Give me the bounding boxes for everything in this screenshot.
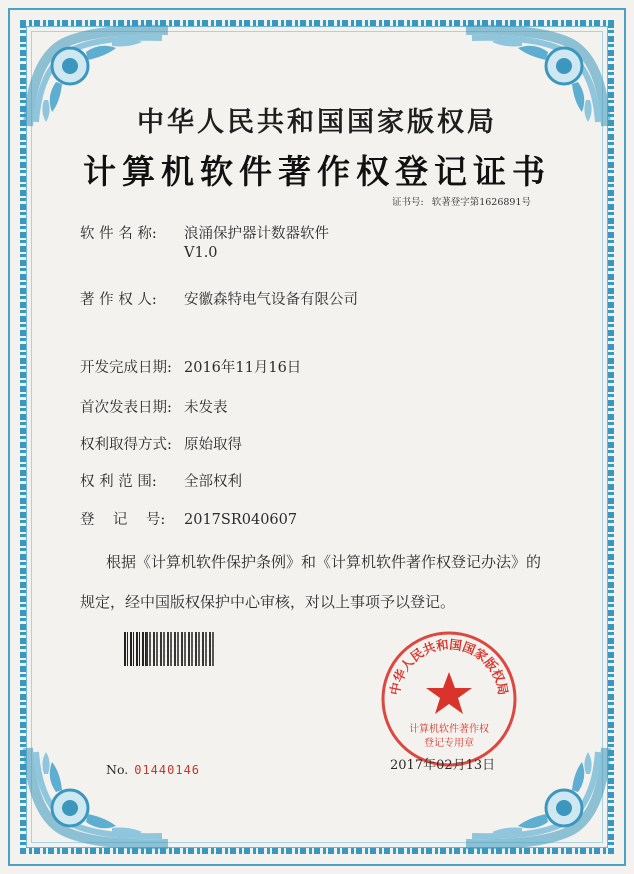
serial-label: No. xyxy=(106,762,129,777)
seal-ring-text: 中华人民共和国国家版权局 xyxy=(386,636,512,697)
certificate-number-value: 软著登字第1626891号 xyxy=(431,197,532,208)
statement xyxy=(80,542,570,622)
statement-line-2: 规定，经中国版权保护中心审核，对以上事项予以登记。 xyxy=(80,593,456,611)
scope-label: 权 利 范 围: xyxy=(80,474,157,490)
software-name-value: 浪涌保护器计数器软件 xyxy=(184,226,329,242)
registration-number-label: 登 记 号: xyxy=(80,512,166,528)
issuing-authority: 中华人民共和国国家版权局 xyxy=(137,107,497,138)
corner-ornament-icon xyxy=(22,742,172,852)
barcode-matrix xyxy=(146,632,214,666)
serial-value: 01440146 xyxy=(134,763,201,777)
seal-inner-line-1: 计算机软件著作权 xyxy=(409,724,489,735)
certificate-number xyxy=(392,194,531,208)
acquire-method-value: 原始取得 xyxy=(184,437,242,453)
seal-inner-line-2: 登记专用章 xyxy=(424,738,474,749)
field-scope xyxy=(80,470,242,491)
field-owner xyxy=(80,288,358,309)
statement-line-1: 根据《计算机软件保护条例》和《计算机软件著作权登记办法》的 xyxy=(106,553,542,571)
software-version-value: V1.0 xyxy=(184,245,218,261)
publish-date-value: 未发表 xyxy=(184,400,228,416)
acquire-method-label: 权利取得方式: xyxy=(80,437,172,453)
issue-date: 2017年02月13日 xyxy=(390,758,496,773)
registration-number-value: 2017SR040607 xyxy=(184,512,298,528)
field-registration-number xyxy=(80,508,297,529)
completion-date-label: 开发完成日期: xyxy=(80,360,172,376)
field-completion-date xyxy=(80,356,301,377)
owner-label: 著 作 权 人: xyxy=(80,292,157,308)
official-seal-icon xyxy=(378,628,520,770)
seal-star-icon xyxy=(426,672,472,714)
completion-date-value: 2016年11月16日 xyxy=(184,360,302,376)
publish-date-label: 首次发表日期: xyxy=(80,400,172,416)
certificate-number-label: 证书号: xyxy=(392,197,424,208)
software-name-label: 软 件 名 称: xyxy=(80,226,157,242)
field-acquire-method xyxy=(80,433,242,454)
barcode-icon xyxy=(124,632,214,666)
barcode-bars xyxy=(124,632,146,666)
field-publish-date xyxy=(80,396,228,417)
field-software-name xyxy=(80,222,329,261)
certificate-title: 计算机软件著作权登记证书 xyxy=(83,152,551,191)
serial-number xyxy=(106,762,200,777)
scope-value: 全部权利 xyxy=(184,474,242,490)
owner-value: 安徽森特电气设备有限公司 xyxy=(184,292,358,308)
